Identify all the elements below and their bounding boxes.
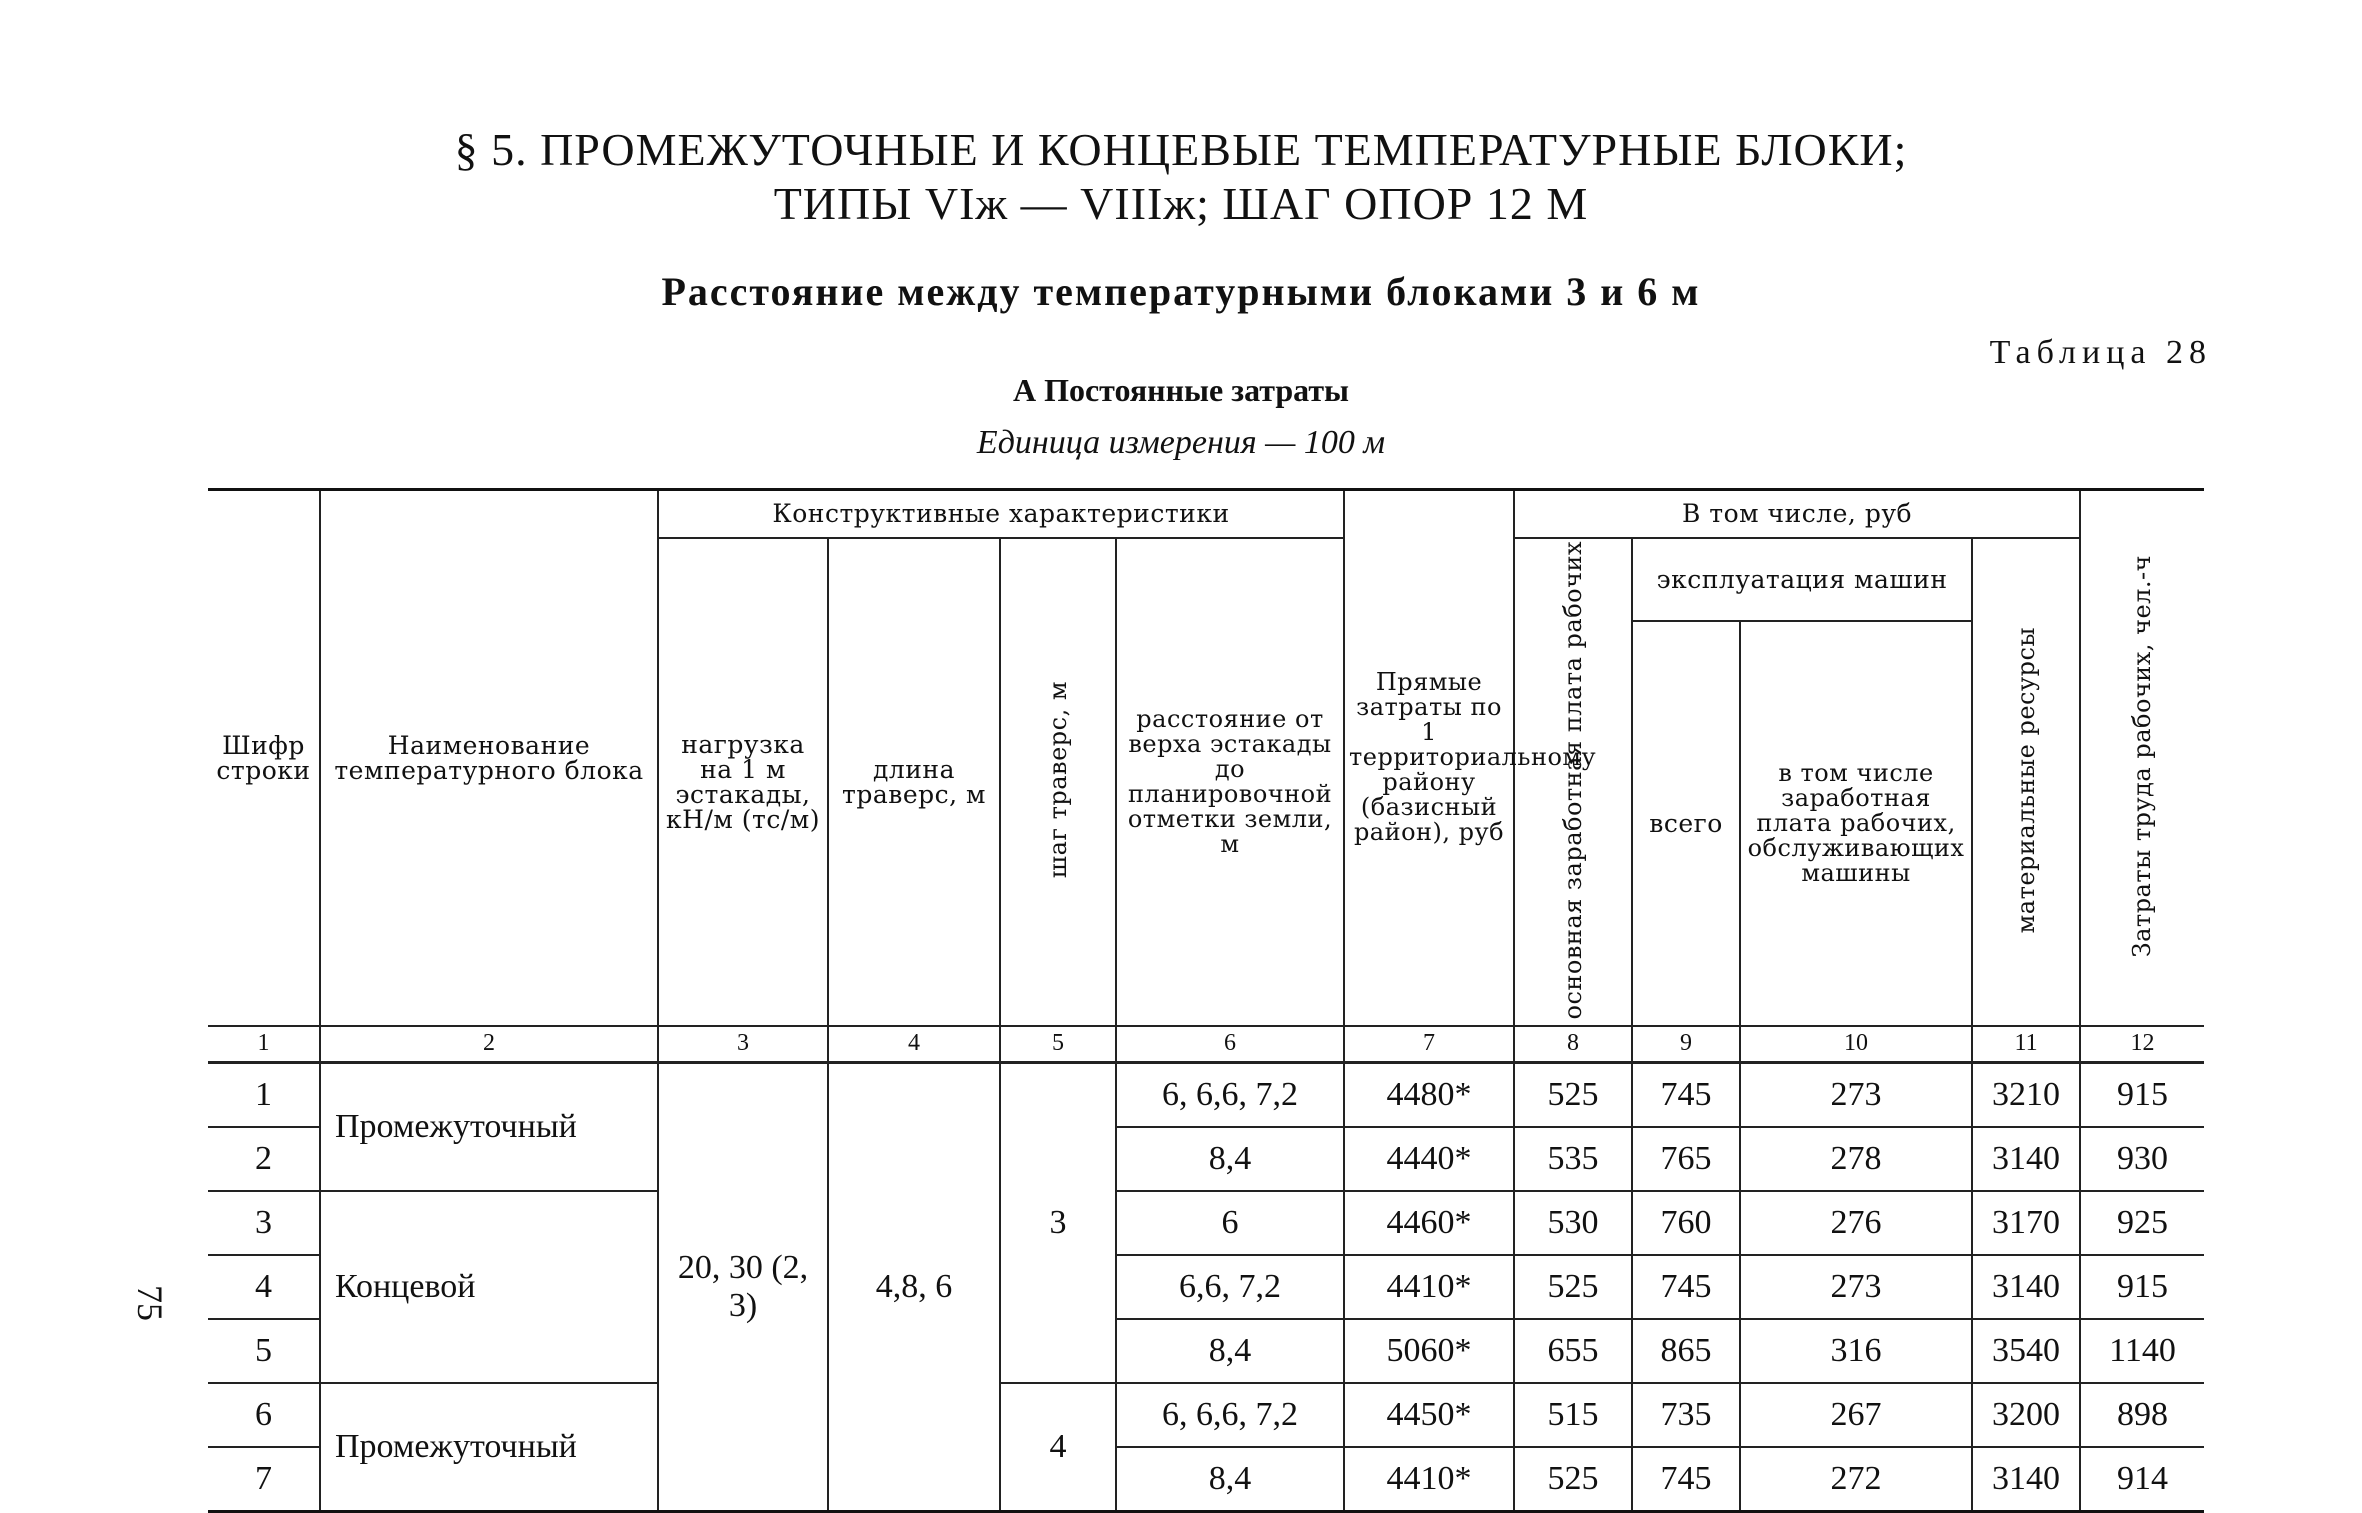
machines-wages-value: 273 [1740, 1255, 1972, 1319]
header-direct-costs: Прямые затраты по 1 территориальному району (базисный район), руб [1344, 490, 1514, 1026]
row-code: 3 [208, 1191, 320, 1255]
header-wages [1514, 538, 1632, 1026]
height-value: 8,4 [1116, 1127, 1344, 1191]
direct-cost: 4410* [1344, 1255, 1514, 1319]
labor-value: 925 [2080, 1191, 2204, 1255]
column-number: 12 [2080, 1026, 2204, 1063]
direct-cost: 4410* [1344, 1447, 1514, 1512]
header-beam-step [1000, 538, 1116, 1026]
header-wages-text: основная заработная плата рабочих [1558, 540, 1587, 1019]
row-code: 4 [208, 1255, 320, 1319]
materials-value: 3200 [1972, 1383, 2080, 1447]
machines-wages-value: 278 [1740, 1127, 1972, 1191]
row-code: 1 [208, 1062, 320, 1127]
wages-value: 525 [1514, 1062, 1632, 1127]
row-code: 2 [208, 1127, 320, 1191]
labor-value: 898 [2080, 1383, 2204, 1447]
beam-length-value: 4,8, 6 [828, 1062, 1000, 1511]
height-value: 8,4 [1116, 1447, 1344, 1512]
column-number: 8 [1514, 1026, 1632, 1063]
block-name: Концевой [320, 1191, 658, 1383]
column-number: 9 [1632, 1026, 1740, 1063]
materials-value: 3540 [1972, 1319, 2080, 1383]
header-machines-total: всего [1632, 621, 1740, 1026]
header-height: расстояние от верха эстакады до планировочной отметки земли, м [1116, 538, 1344, 1026]
page-number: 75 [130, 1285, 170, 1321]
materials-value: 3170 [1972, 1191, 2080, 1255]
direct-cost: 4460* [1344, 1191, 1514, 1255]
row-code: 6 [208, 1383, 320, 1447]
wages-value: 525 [1514, 1255, 1632, 1319]
materials-value: 3140 [1972, 1255, 2080, 1319]
column-number: 4 [828, 1026, 1000, 1063]
direct-cost: 4450* [1344, 1383, 1514, 1447]
wages-value: 525 [1514, 1447, 1632, 1512]
table-row [208, 1383, 2204, 1447]
direct-cost: 4480* [1344, 1062, 1514, 1127]
beam-step-value: 3 [1000, 1062, 1116, 1383]
column-number: 11 [1972, 1026, 2080, 1063]
header-materials-text: материальные ресурсы [2011, 626, 2040, 933]
wages-value: 655 [1514, 1319, 1632, 1383]
header-labor [2080, 490, 2204, 1026]
section-heading-line-1: § 5. ПРОМЕЖУТОЧНЫЕ И КОНЦЕВЫЕ ТЕМПЕРАТУРНЫЕ БЛОКИ; [454, 124, 1908, 175]
unit-of-measure: Единица измерения — 100 м [976, 424, 1386, 461]
table-number: Таблица 28 [1989, 334, 2212, 371]
machines-total-value: 735 [1632, 1383, 1740, 1447]
labor-value: 930 [2080, 1127, 2204, 1191]
header-incl-group: В том числе, руб [1514, 490, 2080, 538]
header-beam-length: длина траверс, м [828, 538, 1000, 1026]
labor-value: 915 [2080, 1255, 2204, 1319]
table-row [208, 1062, 2204, 1127]
header-materials [1972, 538, 2080, 1026]
materials-value: 3210 [1972, 1062, 2080, 1127]
labor-value: 914 [2080, 1447, 2204, 1512]
beam-step-value: 4 [1000, 1383, 1116, 1512]
header-code: Шифр строки [208, 490, 320, 1026]
column-number: 7 [1344, 1026, 1514, 1063]
row-code: 5 [208, 1319, 320, 1383]
labor-value: 1140 [2080, 1319, 2204, 1383]
height-value: 6,6, 7,2 [1116, 1255, 1344, 1319]
row-code: 7 [208, 1447, 320, 1512]
wages-value: 530 [1514, 1191, 1632, 1255]
cost-table [208, 488, 2204, 1513]
column-number: 6 [1116, 1026, 1344, 1063]
machines-wages-value: 273 [1740, 1062, 1972, 1127]
height-value: 6, 6,6, 7,2 [1116, 1062, 1344, 1127]
header-machines-wages: в том числе заработная плата рабочих, обслуживающих машины [1740, 621, 1972, 1026]
header-design-group: Конструктивные характеристики [658, 490, 1344, 538]
machines-total-value: 865 [1632, 1319, 1740, 1383]
machines-total-value: 745 [1632, 1062, 1740, 1127]
header-name: Наименование температурного блока [320, 490, 658, 1026]
subtitle: Расстояние между температурными блоками 3 и 6 м [661, 269, 1701, 314]
section-label: А Постоянные затраты [1012, 372, 1350, 408]
header-labor-text: Затраты труда рабочих, чел.-ч [2128, 554, 2157, 958]
machines-total-value: 765 [1632, 1127, 1740, 1191]
section-heading-line-2: ТИПЫ VIж — VIIIж; ШАГ ОПОР 12 М [773, 178, 1589, 229]
column-number: 10 [1740, 1026, 1972, 1063]
header-beam-step-text: шаг траверс, м [1043, 681, 1072, 879]
height-value: 6 [1116, 1191, 1344, 1255]
header-load: нагрузка на 1 м эстакады, кН/м (тс/м) [658, 538, 828, 1026]
column-number: 2 [320, 1026, 658, 1063]
block-name: Промежуточный [320, 1062, 658, 1191]
machines-wages-value: 276 [1740, 1191, 1972, 1255]
machines-wages-value: 316 [1740, 1319, 1972, 1383]
height-value: 8,4 [1116, 1319, 1344, 1383]
direct-cost: 5060* [1344, 1319, 1514, 1383]
direct-cost: 4440* [1344, 1127, 1514, 1191]
header-machines-group: эксплуатация машин [1632, 538, 1972, 622]
labor-value: 915 [2080, 1062, 2204, 1127]
machines-wages-value: 267 [1740, 1383, 1972, 1447]
wages-value: 515 [1514, 1383, 1632, 1447]
table-row [208, 1191, 2204, 1255]
materials-value: 3140 [1972, 1447, 2080, 1512]
load-value: 20, 30 (2, 3) [658, 1062, 828, 1511]
block-name: Промежуточный [320, 1383, 658, 1512]
machines-total-value: 760 [1632, 1191, 1740, 1255]
height-value: 6, 6,6, 7,2 [1116, 1383, 1344, 1447]
column-number: 5 [1000, 1026, 1116, 1063]
wages-value: 535 [1514, 1127, 1632, 1191]
machines-total-value: 745 [1632, 1255, 1740, 1319]
column-number: 3 [658, 1026, 828, 1063]
machines-total-value: 745 [1632, 1447, 1740, 1512]
column-number: 1 [208, 1026, 320, 1063]
materials-value: 3140 [1972, 1127, 2080, 1191]
machines-wages-value: 272 [1740, 1447, 1972, 1512]
